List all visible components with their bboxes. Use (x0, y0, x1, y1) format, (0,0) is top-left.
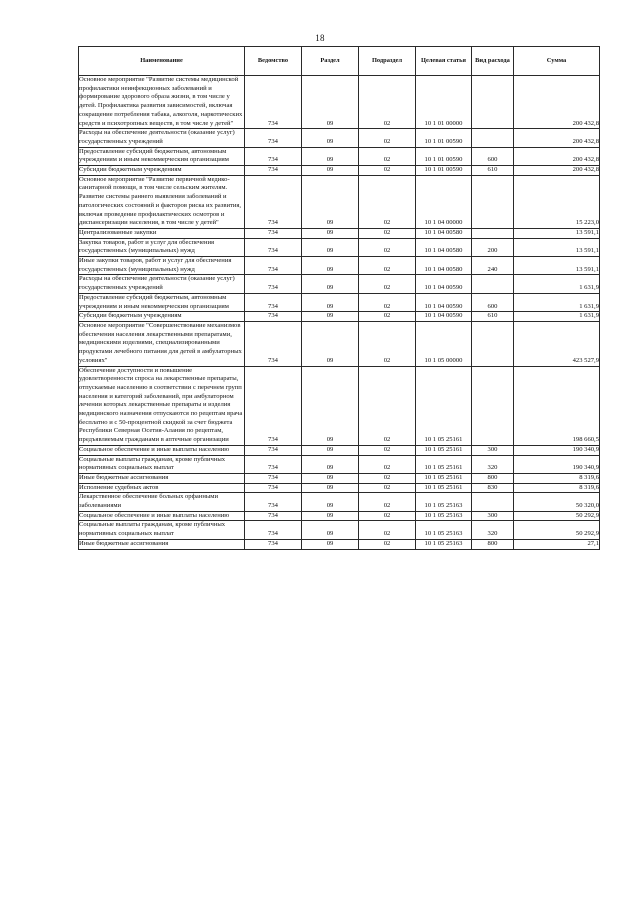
header-target-article: Целевая статья (416, 47, 472, 76)
row-name-cell: Иные бюджетные ассигнования (79, 473, 245, 483)
row-section-cell: 09 (302, 257, 359, 275)
row-amount-cell: 13 591,1 (514, 238, 600, 256)
row-target-article-cell: 10 1 04 00580 (416, 238, 472, 256)
row-target-article-cell: 10 1 05 25163 (416, 493, 472, 511)
table-row (79, 455, 600, 473)
row-name-cell: Социальные выплаты гражданам, кроме публичных нормативных социальных выплат (79, 521, 245, 539)
row-amount-cell: 50 320,0 (514, 493, 600, 511)
row-target-article-cell: 10 1 04 00590 (416, 293, 472, 311)
row-expense-type-cell (472, 493, 514, 511)
row-expense-type-cell (472, 275, 514, 293)
row-section-cell: 09 (302, 321, 359, 366)
row-amount-cell: 200 432,8 (514, 166, 600, 176)
header-name: Наименование (79, 47, 245, 76)
header-section: Раздел (302, 47, 359, 76)
table-row (79, 76, 600, 129)
table-row (79, 539, 600, 549)
row-target-article-cell: 10 1 05 25163 (416, 539, 472, 549)
row-name-cell: Лекарственное обеспечение больных орфанными заболеваниями (79, 493, 245, 511)
row-department-cell: 734 (245, 521, 302, 539)
row-expense-type-cell: 610 (472, 312, 514, 322)
row-amount-cell: 50 292,9 (514, 521, 600, 539)
row-expense-type-cell (472, 175, 514, 228)
row-target-article-cell: 10 1 05 25161 (416, 473, 472, 483)
row-department-cell: 734 (245, 445, 302, 455)
row-expense-type-cell: 240 (472, 257, 514, 275)
row-department-cell: 734 (245, 312, 302, 322)
page-number: 18 (315, 33, 325, 43)
table-row (79, 228, 600, 238)
row-subsection-cell: 02 (359, 455, 416, 473)
row-amount-cell: 190 340,9 (514, 445, 600, 455)
budget-table (78, 46, 600, 550)
table-row (79, 511, 600, 521)
row-section-cell: 09 (302, 473, 359, 483)
row-amount-cell: 198 660,5 (514, 366, 600, 445)
row-subsection-cell: 02 (359, 129, 416, 147)
row-expense-type-cell: 610 (472, 166, 514, 176)
row-target-article-cell: 10 1 01 00590 (416, 166, 472, 176)
row-name-cell: Основное мероприятие "Развитие первичной медико-санитарной помощи, в том числе сельским жителям. Развитие системы раннего выявления заболеваний и патологических состояний и факторов риска их развития, включая проведение профилактических осмотров и диспансеризации населения, в том числе у детей" (79, 175, 245, 228)
table-row (79, 238, 600, 256)
header-expense-type: Вид расхода (472, 47, 514, 76)
row-subsection-cell: 02 (359, 321, 416, 366)
row-amount-cell: 200 432,8 (514, 129, 600, 147)
row-department-cell: 734 (245, 228, 302, 238)
header-amount: Сумма (514, 47, 600, 76)
row-name-cell: Исполнение судебных актов (79, 483, 245, 493)
table-header-row (79, 47, 600, 76)
table-row (79, 275, 600, 293)
row-expense-type-cell: 300 (472, 511, 514, 521)
row-expense-type-cell (472, 228, 514, 238)
row-expense-type-cell: 800 (472, 473, 514, 483)
row-expense-type-cell (472, 76, 514, 129)
row-amount-cell: 423 527,9 (514, 321, 600, 366)
row-subsection-cell: 02 (359, 166, 416, 176)
row-department-cell: 734 (245, 175, 302, 228)
row-target-article-cell: 10 1 04 00590 (416, 312, 472, 322)
row-amount-cell: 1 631,9 (514, 312, 600, 322)
row-amount-cell: 8 319,6 (514, 473, 600, 483)
row-subsection-cell: 02 (359, 483, 416, 493)
table-row (79, 445, 600, 455)
row-section-cell: 09 (302, 293, 359, 311)
row-subsection-cell: 02 (359, 238, 416, 256)
row-department-cell: 734 (245, 455, 302, 473)
row-name-cell: Закупка товаров, работ и услуг для обеспечения государственных (муниципальных) нужд (79, 238, 245, 256)
row-section-cell: 09 (302, 493, 359, 511)
row-name-cell: Предоставление субсидий бюджетным, автономным учреждениям и иным некоммерческим организациям (79, 147, 245, 165)
row-subsection-cell: 02 (359, 175, 416, 228)
row-target-article-cell: 10 1 05 25163 (416, 511, 472, 521)
row-amount-cell: 27,1 (514, 539, 600, 549)
row-expense-type-cell (472, 321, 514, 366)
row-target-article-cell: 10 1 01 00590 (416, 147, 472, 165)
row-section-cell: 09 (302, 175, 359, 228)
row-target-article-cell: 10 1 01 00590 (416, 129, 472, 147)
row-target-article-cell: 10 1 04 00580 (416, 257, 472, 275)
row-subsection-cell: 02 (359, 445, 416, 455)
row-target-article-cell: 10 1 05 25161 (416, 483, 472, 493)
row-section-cell: 09 (302, 445, 359, 455)
row-amount-cell: 190 340,9 (514, 455, 600, 473)
row-section-cell: 09 (302, 228, 359, 238)
row-name-cell: Социальное обеспечение и иные выплаты населению (79, 511, 245, 521)
row-section-cell: 09 (302, 539, 359, 549)
row-subsection-cell: 02 (359, 493, 416, 511)
row-target-article-cell: 10 1 01 00000 (416, 76, 472, 129)
row-section-cell: 09 (302, 511, 359, 521)
row-name-cell: Основное мероприятие "Совершенствование механизмов обеспечения населения лекарственными препаратами, медицинскими изделиями, специализированными продуктами лечебного питания для детей в амбулаторных условиях" (79, 321, 245, 366)
row-expense-type-cell: 800 (472, 539, 514, 549)
table-row (79, 293, 600, 311)
row-expense-type-cell: 600 (472, 293, 514, 311)
header-department: Ведомство (245, 47, 302, 76)
row-target-article-cell: 10 1 05 00000 (416, 321, 472, 366)
row-name-cell: Субсидии бюджетным учреждениям (79, 312, 245, 322)
row-subsection-cell: 02 (359, 147, 416, 165)
header-subsection: Подраздел (359, 47, 416, 76)
row-name-cell: Централизованные закупки (79, 228, 245, 238)
table-row (79, 129, 600, 147)
table-row (79, 483, 600, 493)
row-subsection-cell: 02 (359, 511, 416, 521)
row-subsection-cell: 02 (359, 521, 416, 539)
row-section-cell: 09 (302, 166, 359, 176)
row-section-cell: 09 (302, 275, 359, 293)
table-row (79, 473, 600, 483)
table-row (79, 166, 600, 176)
table-row (79, 257, 600, 275)
row-target-article-cell: 10 1 04 00590 (416, 275, 472, 293)
row-amount-cell: 1 631,9 (514, 293, 600, 311)
row-expense-type-cell: 320 (472, 521, 514, 539)
row-subsection-cell: 02 (359, 275, 416, 293)
row-amount-cell: 13 591,1 (514, 228, 600, 238)
table-row (79, 312, 600, 322)
row-amount-cell: 1 631,9 (514, 275, 600, 293)
row-name-cell: Основное мероприятие "Развитие системы медицинской профилактики неинфекционных заболеваний и формирование здорового образа жизни, в том числе у детей. Профилактика развития зависимостей, включая сокращение потребления табака, алкоголя, наркотических средств и психотропных веществ, в том числе у детей" (79, 76, 245, 129)
row-section-cell: 09 (302, 312, 359, 322)
row-department-cell: 734 (245, 257, 302, 275)
row-section-cell: 09 (302, 483, 359, 493)
row-expense-type-cell: 320 (472, 455, 514, 473)
table-body (79, 76, 600, 550)
row-department-cell: 734 (245, 493, 302, 511)
row-amount-cell: 15 223,0 (514, 175, 600, 228)
row-expense-type-cell (472, 129, 514, 147)
row-amount-cell: 8 319,6 (514, 483, 600, 493)
row-target-article-cell: 10 1 04 00000 (416, 175, 472, 228)
row-department-cell: 734 (245, 293, 302, 311)
row-expense-type-cell: 200 (472, 238, 514, 256)
row-name-cell: Расходы на обеспечение деятельности (оказание услуг) государственных учреждений (79, 129, 245, 147)
table-row (79, 521, 600, 539)
row-section-cell: 09 (302, 129, 359, 147)
row-subsection-cell: 02 (359, 257, 416, 275)
row-name-cell: Расходы на обеспечение деятельности (оказание услуг) государственных учреждений (79, 275, 245, 293)
row-amount-cell: 50 292,9 (514, 511, 600, 521)
row-subsection-cell: 02 (359, 312, 416, 322)
row-name-cell: Предоставление субсидий бюджетным, автономным учреждениям и иным некоммерческим организациям (79, 293, 245, 311)
row-target-article-cell: 10 1 05 25161 (416, 366, 472, 445)
row-department-cell: 734 (245, 366, 302, 445)
row-target-article-cell: 10 1 05 25161 (416, 445, 472, 455)
row-subsection-cell: 02 (359, 76, 416, 129)
row-expense-type-cell (472, 366, 514, 445)
row-expense-type-cell: 300 (472, 445, 514, 455)
row-section-cell: 09 (302, 76, 359, 129)
row-section-cell: 09 (302, 147, 359, 165)
row-section-cell: 09 (302, 455, 359, 473)
row-name-cell: Социальное обеспечение и иные выплаты населению (79, 445, 245, 455)
row-target-article-cell: 10 1 04 00580 (416, 228, 472, 238)
row-name-cell: Обеспечение доступности и повышение удовлетворенности спроса на лекарственные препараты, отпускаемые населению в соответствии с перечнем групп населения и категорий заболеваний, при амбулаторном лечении которых лекарственные препараты и изделия медицинского назначения отпускаются по рецептам врача бесплатно и с 50-процентной скидкой за счет бюджета Республики Северная Осетия-Алания по рецептам, предъявляемым гражданами в аптечные организации (79, 366, 245, 445)
table-row (79, 175, 600, 228)
row-target-article-cell: 10 1 05 25161 (416, 455, 472, 473)
row-department-cell: 734 (245, 321, 302, 366)
row-subsection-cell: 02 (359, 366, 416, 445)
row-department-cell: 734 (245, 511, 302, 521)
row-name-cell: Иные закупки товаров, работ и услуг для обеспечения государственных (муниципальных) нужд (79, 257, 245, 275)
row-department-cell: 734 (245, 129, 302, 147)
row-department-cell: 734 (245, 147, 302, 165)
row-amount-cell: 200 432,8 (514, 76, 600, 129)
row-name-cell: Социальные выплаты гражданам, кроме публичных нормативных социальных выплат (79, 455, 245, 473)
row-department-cell: 734 (245, 483, 302, 493)
table-row (79, 493, 600, 511)
row-expense-type-cell: 830 (472, 483, 514, 493)
row-section-cell: 09 (302, 521, 359, 539)
row-department-cell: 734 (245, 473, 302, 483)
row-amount-cell: 200 432,8 (514, 147, 600, 165)
row-department-cell: 734 (245, 76, 302, 129)
row-section-cell: 09 (302, 238, 359, 256)
table-row (79, 321, 600, 366)
row-subsection-cell: 02 (359, 473, 416, 483)
table-row (79, 366, 600, 445)
row-expense-type-cell: 600 (472, 147, 514, 165)
row-name-cell: Иные бюджетные ассигнования (79, 539, 245, 549)
row-department-cell: 734 (245, 275, 302, 293)
row-department-cell: 734 (245, 238, 302, 256)
row-department-cell: 734 (245, 539, 302, 549)
row-amount-cell: 13 591,1 (514, 257, 600, 275)
row-department-cell: 734 (245, 166, 302, 176)
row-section-cell: 09 (302, 366, 359, 445)
row-subsection-cell: 02 (359, 293, 416, 311)
table-row (79, 147, 600, 165)
row-subsection-cell: 02 (359, 539, 416, 549)
row-name-cell: Субсидии бюджетным учреждениям (79, 166, 245, 176)
row-target-article-cell: 10 1 05 25163 (416, 521, 472, 539)
row-subsection-cell: 02 (359, 228, 416, 238)
